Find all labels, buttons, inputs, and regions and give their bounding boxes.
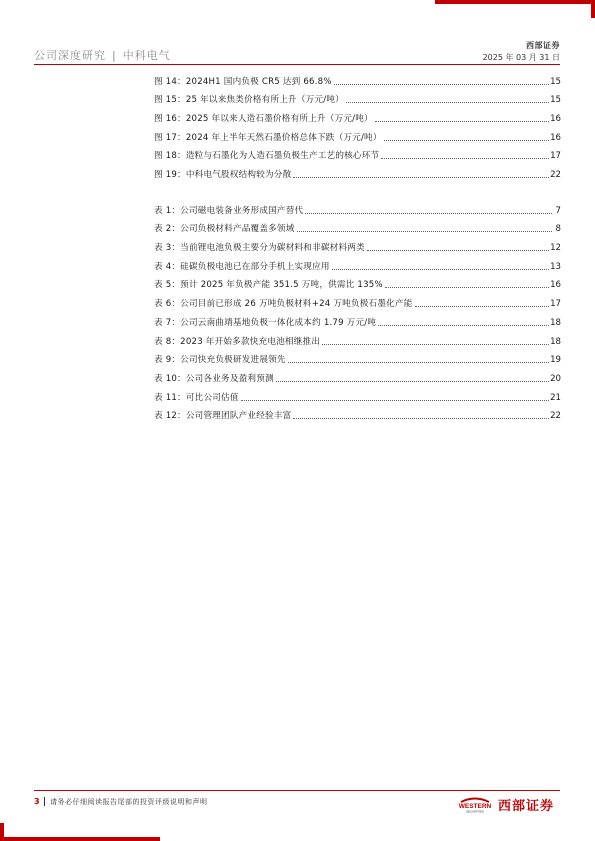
toc-entry-page: 21 — [550, 392, 561, 403]
toc-entry[interactable] — [154, 105, 561, 124]
toc-entry-label: 表 1：公司磁电装备业务形成国产替代 — [154, 205, 304, 216]
toc-entry-label: 表 5：预计 2025 年负极产能 351.5 万吨，供需比 135% — [154, 280, 383, 291]
toc-entry-page: 8 — [555, 224, 561, 235]
toc-entry-page: 19 — [550, 355, 561, 366]
toc-entry[interactable] — [154, 384, 561, 403]
header-report-title — [34, 47, 171, 63]
toc-entry-page: 16 — [550, 132, 561, 143]
toc-entry-page: 22 — [550, 411, 561, 422]
corner-decoration-bottom-left-horizontal — [0, 837, 160, 841]
toc-dot-leader — [346, 101, 549, 103]
toc-dot-leader — [378, 324, 549, 326]
toc-entry-label: 表 9：公司快充负极研发进展领先 — [154, 355, 286, 366]
toc-entry-page: 17 — [550, 151, 561, 162]
toc-entry-label: 表 12：公司管理团队产业经验丰富 — [154, 411, 292, 422]
toc-entry-label: 表 3：当前锂电池负极主要分为碳材料和非碳材料两类 — [154, 243, 365, 254]
toc-dot-leader — [385, 286, 549, 288]
toc-entry[interactable] — [154, 328, 561, 347]
toc-dot-leader — [332, 268, 549, 270]
toc-entry-label: 图 16：2025 年以来人造石墨价格有所上升（万元/吨） — [154, 114, 373, 125]
toc-entry-label: 表 2：公司负极材料产品覆盖多领域 — [154, 224, 295, 235]
toc-dot-leader — [297, 230, 552, 232]
toc-entry[interactable] — [154, 347, 561, 366]
toc-entry-page: 20 — [550, 373, 561, 384]
toc-entry-label: 表 6：公司目前已形成 26 万吨负极材料+24 万吨负极石墨化产能 — [154, 299, 413, 310]
footer-disclaimer: 请务必仔细阅读报告尾部的投资评级说明和声明 — [50, 798, 208, 806]
western-securities-logo-icon — [455, 797, 495, 813]
toc-dot-leader — [334, 83, 549, 85]
toc-dot-leader — [288, 361, 549, 363]
footer-divider — [34, 790, 560, 791]
toc-entry-label: 图 14：2024H1 国内负极 CR5 达到 66.8% — [154, 76, 332, 87]
footer-separator — [44, 797, 45, 806]
toc-entry-page: 17 — [550, 299, 561, 310]
toc-entry[interactable] — [154, 143, 561, 162]
toc-entry-page: 18 — [550, 336, 561, 347]
toc-dot-leader — [381, 157, 549, 159]
toc-entry[interactable] — [154, 216, 561, 235]
figure-list — [154, 68, 561, 180]
toc-entry-page: 7 — [555, 205, 561, 216]
page-number: 3 — [34, 797, 40, 806]
toc-entry-label: 表 4：硅碳负极电池已在部分手机上实现应用 — [154, 261, 330, 272]
toc-entry[interactable] — [154, 403, 561, 422]
broker-logo — [455, 795, 554, 814]
toc-entry[interactable] — [154, 290, 561, 309]
toc-entry-page: 15 — [550, 95, 561, 106]
toc-entry-label: 图 15：25 年以来焦类价格有所上升（万元/吨） — [154, 95, 344, 106]
toc-entry[interactable] — [154, 197, 561, 216]
table-list — [154, 197, 561, 421]
toc-entry[interactable] — [154, 124, 561, 143]
toc-entry-page: 16 — [550, 280, 561, 291]
toc-entry-page: 18 — [550, 317, 561, 328]
toc-entry-label: 表 8：2023 年开始多款快充电池相继推出 — [154, 336, 321, 347]
corner-decoration-top-right-horizontal — [435, 0, 595, 4]
logo-cn-text: 西部证券 — [498, 799, 555, 814]
header-divider — [34, 64, 560, 65]
broker-name: 西部证券 — [526, 41, 560, 50]
toc-entry-label: 表 10：公司各业务及盈利预测 — [154, 373, 274, 384]
report-date: 2025 年 03 月 31 日 — [482, 53, 560, 62]
toc-entry[interactable] — [154, 234, 561, 253]
toc-dot-leader — [305, 212, 552, 214]
toc-entry-page: 15 — [550, 76, 561, 87]
toc-entry[interactable] — [154, 68, 561, 87]
toc-entry-page: 16 — [550, 114, 561, 125]
toc-entry[interactable] — [154, 272, 561, 291]
toc-entry-page: 12 — [550, 243, 561, 254]
header-meta — [483, 40, 560, 64]
toc-entry[interactable] — [154, 365, 561, 384]
toc-dot-leader — [293, 176, 549, 178]
toc-dot-leader — [293, 417, 549, 419]
toc-dot-leader — [415, 305, 550, 307]
toc-entry-page: 13 — [550, 261, 561, 272]
toc-dot-leader — [375, 120, 549, 122]
toc-entry[interactable] — [154, 161, 561, 180]
toc-dot-leader — [276, 380, 549, 382]
corner-decoration-bottom-left-vertical — [0, 823, 4, 841]
toc-entry[interactable] — [154, 87, 561, 106]
toc-dot-leader — [384, 139, 549, 141]
toc-dot-leader — [241, 399, 549, 401]
toc-entry-label: 图 17：2024 年上半年天然石墨价格总体下跌（万元/吨） — [154, 132, 382, 143]
logo-en-text: WESTERN — [458, 802, 492, 810]
toc-dot-leader — [367, 249, 549, 251]
corner-decoration-top-right-vertical — [591, 0, 595, 18]
toc-entry[interactable] — [154, 253, 561, 272]
toc-entry-label: 表 11：可比公司估值 — [154, 392, 239, 403]
toc-entry-label: 图 18：造粒与石墨化为人造石墨负极生产工艺的核心环节 — [154, 151, 380, 162]
logo-en-subtext: SECURITIES — [465, 809, 485, 813]
toc-entry[interactable] — [154, 309, 561, 328]
toc-entry-label: 表 7：公司云南曲靖基地负极一体化成本约 1.79 万元/吨 — [154, 317, 377, 328]
company-name: 中科电气 — [122, 49, 171, 62]
toc-entry-label: 图 19：中科电气股权结构较为分散 — [154, 170, 292, 181]
header-separator: | — [112, 49, 117, 62]
toc-entry-page: 22 — [550, 170, 561, 181]
report-type: 公司深度研究 — [34, 49, 106, 62]
toc-dot-leader — [322, 343, 549, 345]
